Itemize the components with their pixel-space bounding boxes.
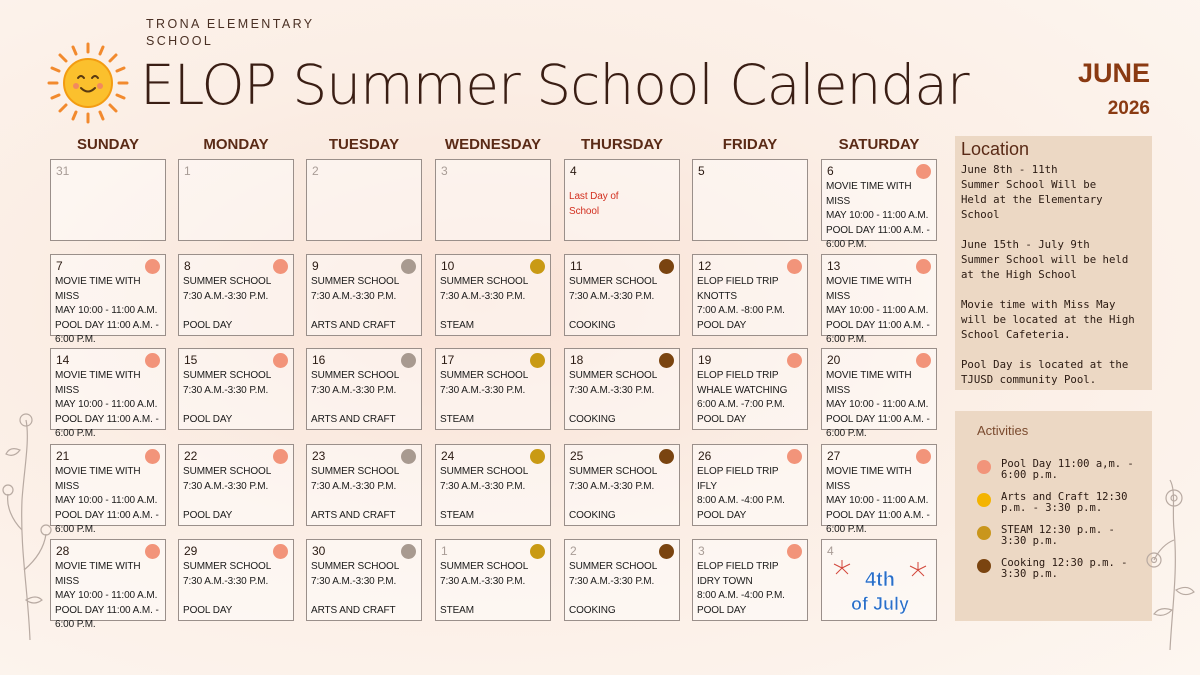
calendar-day-cell[interactable] xyxy=(692,539,808,621)
fourth-of-july-graphic xyxy=(828,558,932,618)
day-number: 13 xyxy=(827,259,841,273)
activity-dot-pool xyxy=(145,259,160,274)
day-number: 29 xyxy=(184,544,198,558)
day-events: MOVIE TIME WITH MISS MAY 10:00 - 11:00 A.M. POOL DAY 11:00 A.M. - 6:00 P.M. xyxy=(55,561,159,630)
legend-dot xyxy=(977,526,991,540)
calendar-day-cell[interactable] xyxy=(50,444,166,535)
calendar-day-cell[interactable] xyxy=(178,348,294,430)
legend-label: STEAM 12:30 p.m. - 3:30 p.m. xyxy=(1001,524,1115,547)
activity-dot-pool xyxy=(787,544,802,559)
day-events: MOVIE TIME WITH MISS MAY 10:00 - 11:00 A.M. POOL DAY 11:00 A.M. - 6:00 P.M. xyxy=(826,370,930,439)
calendar-day-cell[interactable] xyxy=(50,159,166,241)
activity-dot-cooking xyxy=(659,544,674,559)
weekday-header-monday: MONDAY xyxy=(203,136,269,153)
day-number: 27 xyxy=(827,449,841,463)
calendar-day-cell[interactable] xyxy=(435,159,551,241)
day-number: 30 xyxy=(312,544,326,558)
day-number: 11 xyxy=(570,259,583,273)
calendar-day-cell[interactable] xyxy=(435,444,551,526)
day-events: ELOP FIELD TRIP KNOTTS 7:00 A.M. -8:00 P.M. POOL DAY xyxy=(697,276,785,331)
day-events: MOVIE TIME WITH MISS MAY 10:00 - 11:00 A.M. POOL DAY 11:00 A.M. - 6:00 P.M. xyxy=(55,370,159,439)
calendar-day-cell[interactable] xyxy=(435,539,551,621)
activity-dot-steam xyxy=(530,544,545,559)
day-number: 28 xyxy=(56,544,70,558)
day-events: SUMMER SCHOOL 7:30 A.M.-3:30 P.M. COOKING xyxy=(569,466,658,521)
page-title: ELOP Summer School Calendar xyxy=(140,53,969,117)
activity-dot-pool xyxy=(916,164,931,179)
day-events: SUMMER SCHOOL 7:30 A.M.-3:30 P.M. COOKING xyxy=(569,370,658,425)
activity-dot-pool xyxy=(145,353,160,368)
calendar-day-cell[interactable] xyxy=(178,159,294,241)
day-events: ELOP FIELD TRIP IFLY 8:00 A.M. -4:00 P.M. POOL DAY xyxy=(697,466,785,521)
day-number: 17 xyxy=(441,353,455,367)
activity-dot-steam xyxy=(530,449,545,464)
sun-icon xyxy=(45,40,131,126)
activity-dot-pool xyxy=(787,353,802,368)
activities-title: Activities xyxy=(977,423,1029,438)
activity-dot-cooking xyxy=(659,449,674,464)
calendar-day-cell[interactable] xyxy=(564,159,680,241)
day-number: 18 xyxy=(570,353,584,367)
calendar-day-cell[interactable] xyxy=(692,159,808,241)
activity-dot-pool xyxy=(787,259,802,274)
day-number: 7 xyxy=(56,259,63,273)
legend-label: Cooking 12:30 p.m. - 3:30 p.m. xyxy=(1001,557,1128,580)
activity-dot-cooking xyxy=(659,259,674,274)
day-number: 8 xyxy=(184,259,191,273)
day-number: 26 xyxy=(698,449,712,463)
location-panel xyxy=(955,136,1152,390)
calendar-day-cell[interactable] xyxy=(821,254,937,345)
day-events: MOVIE TIME WITH MISS MAY 10:00 - 11:00 A.M. POOL DAY 11:00 A.M. - 6:00 P.M. xyxy=(826,181,930,250)
day-events: SUMMER SCHOOL 7:30 A.M.-3:30 P.M. ARTS AND CRAFT xyxy=(311,466,400,521)
weekday-header-wednesday: WEDNESDAY xyxy=(444,136,542,153)
calendar-day-cell[interactable] xyxy=(306,159,422,241)
day-number: 24 xyxy=(441,449,455,463)
day-number: 23 xyxy=(312,449,326,463)
activities-panel xyxy=(955,411,1152,621)
day-events: MOVIE TIME WITH MISS MAY 10:00 - 11:00 A.M. POOL DAY 11:00 A.M. - 6:00 P.M. xyxy=(55,466,159,535)
day-events: MOVIE TIME WITH MISS MAY 10:00 - 11:00 A.M. POOL DAY 11:00 A.M. - 6:00 P.M. xyxy=(826,466,930,535)
activity-dot-arts xyxy=(401,259,416,274)
calendar-day-cell[interactable] xyxy=(306,444,422,526)
calendar-day-cell[interactable] xyxy=(306,539,422,621)
legend-dot xyxy=(977,559,991,573)
weekday-header-friday: FRIDAY xyxy=(722,136,778,153)
activity-dot-pool xyxy=(145,544,160,559)
calendar-day-cell[interactable] xyxy=(50,348,166,439)
day-number: 3 xyxy=(698,544,705,558)
day-number: 20 xyxy=(827,353,841,367)
calendar-day-cell[interactable] xyxy=(50,539,166,630)
year-label: 2026 xyxy=(1107,98,1150,119)
day-number: 5 xyxy=(698,164,705,178)
day-number: 4 xyxy=(570,164,577,178)
day-number: 16 xyxy=(312,353,326,367)
day-events: SUMMER SCHOOL 7:30 A.M.-3:30 P.M. STEAM xyxy=(440,561,529,616)
day-events: MOVIE TIME WITH MISS MAY 10:00 - 11:00 A.M. POOL DAY 11:00 A.M. - 6:00 P.M. xyxy=(826,276,930,345)
activity-dot-pool xyxy=(273,544,288,559)
calendar-day-cell[interactable] xyxy=(435,254,551,336)
day-number: 22 xyxy=(184,449,198,463)
flower-decoration-right-icon xyxy=(1140,470,1200,650)
day-number: 9 xyxy=(312,259,319,273)
day-number: 31 xyxy=(56,164,70,178)
weekday-header-tuesday: TUESDAY xyxy=(328,136,400,153)
activity-dot-arts xyxy=(401,353,416,368)
day-number: 10 xyxy=(441,259,455,273)
calendar-day-cell[interactable] xyxy=(435,348,551,430)
location-title: Location xyxy=(961,139,1030,159)
calendar-day-cell[interactable] xyxy=(306,348,422,430)
weekday-header-sunday: SUNDAY xyxy=(77,136,139,153)
activity-dot-pool xyxy=(273,353,288,368)
activity-dot-pool xyxy=(916,259,931,274)
july-line-1: 4th xyxy=(865,569,895,591)
day-number: 21 xyxy=(56,449,70,463)
special-event-note: Last Day of School xyxy=(569,191,619,217)
day-events: ELOP FIELD TRIP IDRY TOWN 8:00 A.M. -4:00 P.M. POOL DAY xyxy=(697,561,785,616)
calendar-day-cell[interactable] xyxy=(50,254,166,345)
day-events: SUMMER SCHOOL 7:30 A.M.-3:30 P.M. POOL DAY xyxy=(183,466,272,521)
day-events: SUMMER SCHOOL 7:30 A.M.-3:30 P.M. POOL DAY xyxy=(183,370,272,425)
day-events: SUMMER SCHOOL 7:30 A.M.-3:30 P.M. STEAM xyxy=(440,370,529,425)
calendar-day-cell[interactable] xyxy=(821,159,937,250)
day-events: SUMMER SCHOOL 7:30 A.M.-3:30 P.M. COOKING xyxy=(569,276,658,331)
day-events: SUMMER SCHOOL 7:30 A.M.-3:30 P.M. ARTS AND CRAFT xyxy=(311,370,400,425)
activity-dot-pool xyxy=(916,449,931,464)
activity-dot-pool xyxy=(273,259,288,274)
day-number: 6 xyxy=(827,164,834,178)
day-number: 4 xyxy=(827,544,834,558)
month-label: JUNE xyxy=(1077,58,1150,88)
activity-dot-arts xyxy=(401,449,416,464)
calendar-day-cell[interactable] xyxy=(306,254,422,336)
calendar-day-cell[interactable] xyxy=(178,444,294,526)
day-events: SUMMER SCHOOL 7:30 A.M.-3:30 P.M. COOKING xyxy=(569,561,658,616)
calendar-day-cell[interactable] xyxy=(821,444,937,535)
flower-decoration-left-icon xyxy=(0,410,60,640)
day-events: SUMMER SCHOOL 7:30 A.M.-3:30 P.M. STEAM xyxy=(440,276,529,331)
legend-label: Pool Day 11:00 a,m. - 6:00 p.m. xyxy=(1001,458,1134,481)
day-number: 19 xyxy=(698,353,712,367)
legend-dot xyxy=(977,493,991,507)
day-number: 14 xyxy=(56,353,70,367)
day-events: MOVIE TIME WITH MISS MAY 10:00 - 11:00 A.M. POOL DAY 11:00 A.M. - 6:00 P.M. xyxy=(55,276,159,345)
activity-dot-steam xyxy=(530,259,545,274)
day-events: ELOP FIELD TRIP WHALE WATCHING 6:00 A.M. -7:00 P.M. POOL DAY xyxy=(697,370,788,425)
calendar-day-cell[interactable] xyxy=(821,348,937,439)
location-body: June 8th - 11th Summer School Will be Held at the Elementary School June 15th - July 9th Summer School will be held at the High School Movie time with Miss May will be located at the High School Cafeteria. Pool Day is located at the TJUSD community Pool. xyxy=(961,163,1135,386)
day-events: SUMMER SCHOOL 7:30 A.M.-3:30 P.M. STEAM xyxy=(440,466,529,521)
day-events: SUMMER SCHOOL 7:30 A.M.-3:30 P.M. ARTS AND CRAFT xyxy=(311,561,400,616)
calendar-day-cell[interactable] xyxy=(564,444,680,526)
calendar-day-cell[interactable] xyxy=(692,254,808,336)
day-number: 12 xyxy=(698,259,712,273)
day-number: 15 xyxy=(184,353,198,367)
calendar-day-cell[interactable] xyxy=(178,254,294,336)
activity-dot-cooking xyxy=(659,353,674,368)
day-events: SUMMER SCHOOL 7:30 A.M.-3:30 P.M. ARTS AND CRAFT xyxy=(311,276,400,331)
day-number: 3 xyxy=(441,164,448,178)
weekday-header-saturday: SATURDAY xyxy=(838,136,920,153)
school-name: TRONA ELEMENTARY SCHOOL xyxy=(146,17,315,48)
calendar-day-cell[interactable] xyxy=(564,348,680,430)
activity-dot-pool xyxy=(145,449,160,464)
day-number: 1 xyxy=(441,544,448,558)
july-line-2: of July xyxy=(850,594,910,614)
day-number: 2 xyxy=(312,164,319,178)
activity-dot-pool xyxy=(787,449,802,464)
calendar-day-cell[interactable] xyxy=(692,348,808,430)
day-number: 2 xyxy=(570,544,577,558)
legend-dot xyxy=(977,460,991,474)
activity-dot-steam xyxy=(530,353,545,368)
calendar-day-cell[interactable] xyxy=(692,444,808,526)
legend-label: Arts and Craft 12:30 p.m. - 3:30 p.m. xyxy=(1001,491,1128,514)
activity-dot-pool xyxy=(273,449,288,464)
weekday-header-thursday: THURSDAY xyxy=(581,136,663,153)
day-number: 25 xyxy=(570,449,584,463)
calendar-day-cell[interactable] xyxy=(564,539,680,621)
day-events: SUMMER SCHOOL 7:30 A.M.-3:30 P.M. POOL DAY xyxy=(183,276,272,331)
calendar-day-cell[interactable] xyxy=(821,539,937,621)
day-number: 1 xyxy=(184,164,191,178)
day-events: SUMMER SCHOOL 7:30 A.M.-3:30 P.M. POOL DAY xyxy=(183,561,272,616)
activity-dot-arts xyxy=(401,544,416,559)
activity-dot-pool xyxy=(916,353,931,368)
calendar-day-cell[interactable] xyxy=(178,539,294,621)
calendar-day-cell[interactable] xyxy=(564,254,680,336)
